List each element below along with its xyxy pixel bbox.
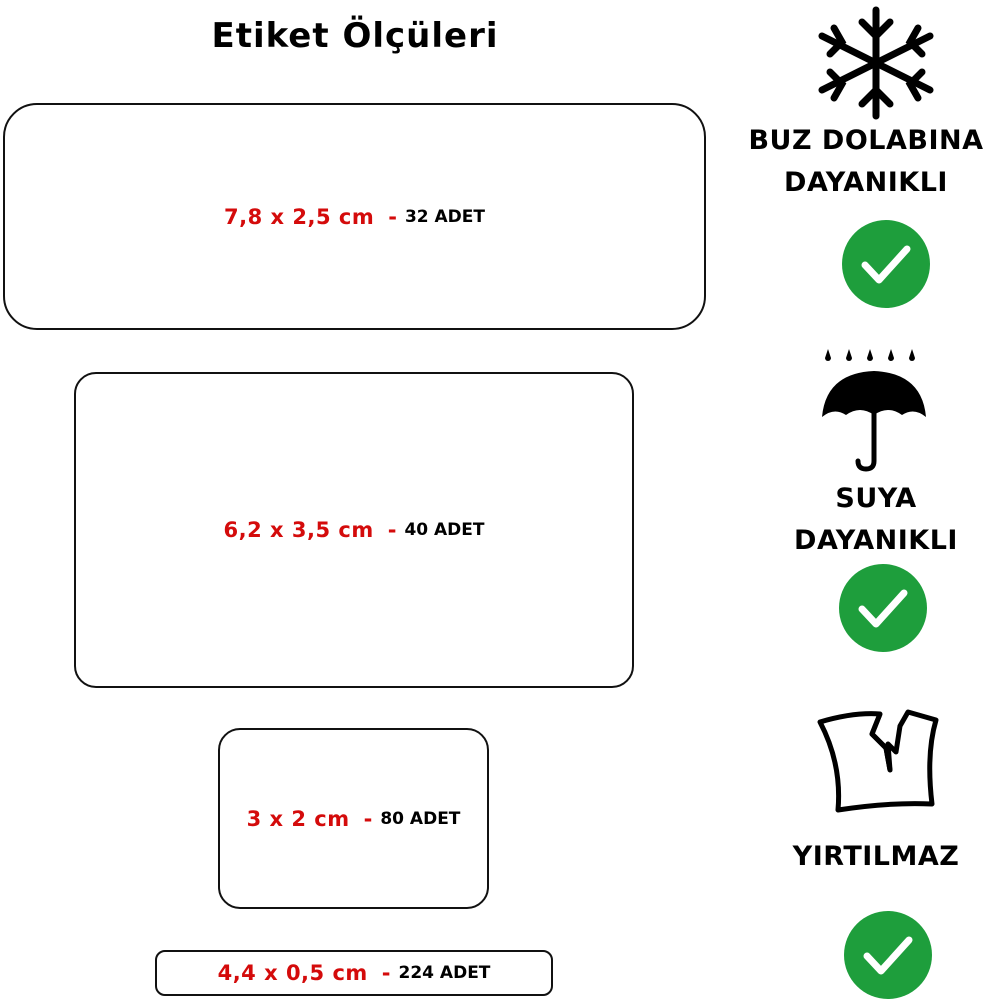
label-size-box-4 (155, 950, 553, 996)
feature-tear-text (760, 836, 992, 878)
umbrella-icon (818, 345, 930, 475)
torn-paper-icon (814, 704, 942, 816)
check-circle-icon (841, 219, 931, 309)
feature-line: SUYA (835, 483, 917, 514)
check-circle-icon (843, 910, 933, 1000)
label-count: 40 ADET (404, 520, 485, 540)
feature-water-text (760, 478, 992, 562)
label-dimension: 7,8 x 2,5 cm (224, 204, 375, 229)
snowflake-icon (808, 6, 944, 120)
label-size-box-1 (3, 103, 706, 330)
feature-line: DAYANIKLI (794, 525, 958, 556)
check-circle-icon (838, 563, 928, 653)
label-separator: - (363, 806, 373, 831)
label-size-box-3 (218, 728, 489, 909)
feature-line: BUZ DOLABINA (748, 125, 984, 156)
label-dimension: 6,2 x 3,5 cm (223, 518, 374, 542)
label-count: 224 ADET (398, 963, 491, 983)
label-separator: - (381, 961, 391, 985)
feature-line: DAYANIKLI (784, 167, 948, 198)
label-separator: - (388, 204, 397, 229)
page-title: Etiket Ölçüleri (211, 16, 499, 56)
label-count: 80 ADET (380, 808, 461, 829)
label-size-box-2 (74, 372, 634, 688)
feature-freezer-text (740, 120, 992, 204)
feature-line: YIRTILMAZ (792, 841, 960, 872)
label-separator: - (387, 518, 397, 542)
label-dimension: 3 x 2 cm (246, 806, 350, 831)
label-count: 32 ADET (404, 206, 485, 227)
label-dimension: 4,4 x 0,5 cm (217, 961, 368, 985)
